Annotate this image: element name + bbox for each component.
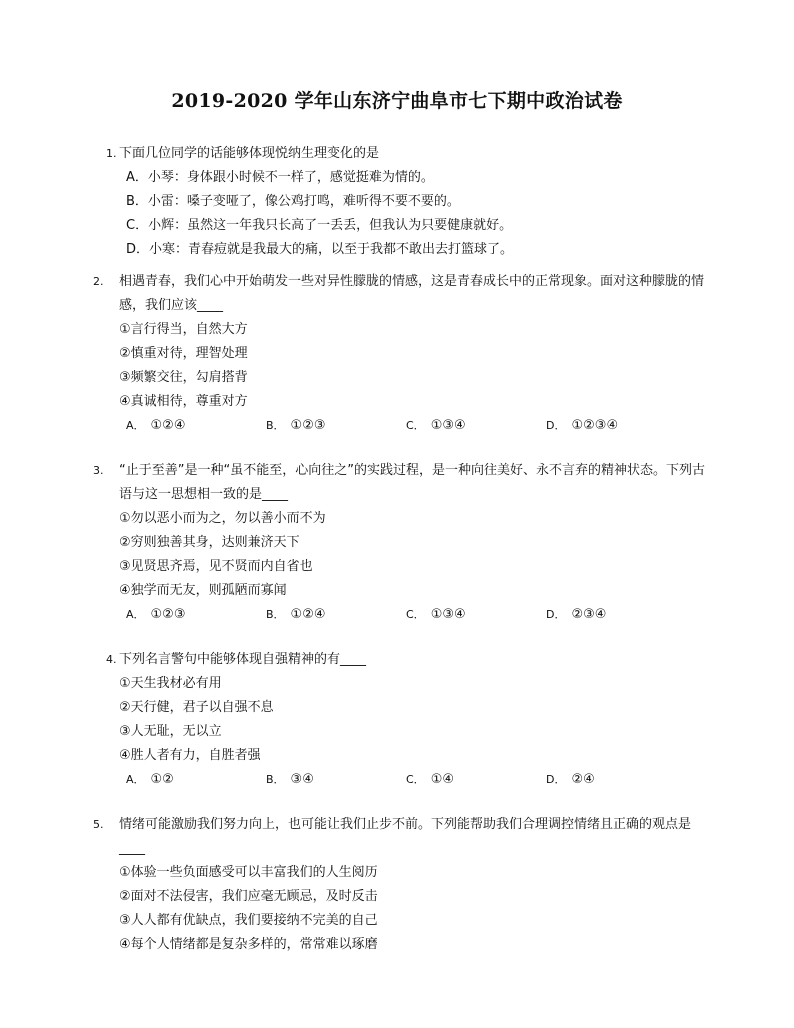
- item-4: ④每个人情绪都是复杂多样的，常常难以琢磨: [119, 937, 378, 952]
- choice-a: A． ①②④: [126, 418, 186, 433]
- question-number: 1.: [106, 147, 117, 160]
- item-3: ③人人都有优缺点，我们要接纳不完美的自己: [119, 913, 378, 928]
- item-2: ②天行健，君子以自强不息: [119, 700, 274, 715]
- choice-a: A． ①②: [126, 772, 174, 787]
- option-d: D．小寒：青春痘就是我最大的痛，以至于我都不敢出去打篮球了。: [126, 242, 514, 257]
- question-3: [93, 459, 716, 627]
- choice-b: B． ①②④: [266, 607, 326, 622]
- answer-choices: [106, 414, 716, 438]
- question-number: 2.: [93, 275, 104, 288]
- choice-c: C． ①③④: [406, 418, 466, 433]
- question-stem: 2. 相遇青春，我们心中开始萌发一些对异性朦胧的情感，这是青春成长中的正常现象。面对这种朦胧的情感，我们应该____: [106, 270, 716, 318]
- item-1: ①天生我材必有用: [119, 676, 222, 691]
- question-stem: 3. “止于至善”是一种“虽不能至，心向往之”的实践过程，是一种向往美好、永不言弃的精神状态。下列古语与这一思想相一致的是____: [106, 459, 716, 507]
- question-number: 4.: [106, 653, 117, 666]
- choice-d: D． ②③④: [546, 607, 607, 622]
- item-2: ②穷则独善其身，达则兼济天下: [119, 535, 300, 550]
- item-2: ②面对不法侵害，我们应毫无顾忌，及时反击: [119, 889, 378, 904]
- question-4: [106, 648, 716, 792]
- item-2: ②慎重对待，理智处理: [119, 346, 248, 361]
- item-1: ①勿以恶小而为之，勿以善小而不为: [119, 511, 326, 526]
- option-a: A．小琴：身体跟小时候不一样了，感觉挺难为情的。: [126, 170, 434, 185]
- item-3: ③见贤思齐焉，见不贤而内自省也: [119, 559, 313, 574]
- answer-choices: [106, 603, 716, 627]
- item-1: ①言行得当，自然大方: [119, 322, 248, 337]
- item-4: ④真诚相待，尊重对方: [119, 394, 248, 409]
- option-b: B．小雷：嗓子变哑了，像公鸡打鸣，难听得不要不要的。: [126, 194, 460, 209]
- item-4: ④胜人者有力，自胜者强: [119, 748, 261, 763]
- choice-d: D． ①②③④: [546, 418, 619, 433]
- question-1: [106, 142, 716, 262]
- choice-a: A． ①②③: [126, 607, 186, 622]
- choice-d: D． ②④: [546, 772, 595, 787]
- question-number: 5.: [93, 818, 104, 831]
- question-stem: 1. 下面几位同学的话能够体现悦纳生理变化的是: [106, 142, 716, 166]
- item-4: ④独学而无友，则孤陋而寡闻: [119, 583, 287, 598]
- item-3: ③频繁交往，勾肩搭背: [119, 370, 248, 385]
- question-2: [93, 270, 716, 438]
- question-stem: 4. 下列名言警句中能够体现自强精神的有____: [106, 648, 716, 672]
- choice-b: B． ③④: [266, 772, 314, 787]
- answer-choices: [106, 768, 716, 792]
- question-stem: 5. 情绪可能激励我们努力向上，也可能让我们止步不前。下列能帮助我们合理调控情绪且正确的观点是____: [106, 813, 716, 861]
- item-1: ①体验一些负面感受可以丰富我们的人生阅历: [119, 865, 378, 880]
- choice-c: C． ①④: [406, 772, 454, 787]
- choice-c: C． ①③④: [406, 607, 466, 622]
- choice-b: B． ①②③: [266, 418, 326, 433]
- page-title: 2019-2020 学年山东济宁曲阜市七下期中政治试卷: [171, 90, 623, 112]
- item-3: ③人无耻，无以立: [119, 724, 222, 739]
- question-5: [93, 813, 716, 957]
- question-number: 3.: [93, 464, 104, 477]
- option-c: C．小辉：虽然这一年我只长高了一丢丢，但我认为只要健康就好。: [126, 218, 513, 233]
